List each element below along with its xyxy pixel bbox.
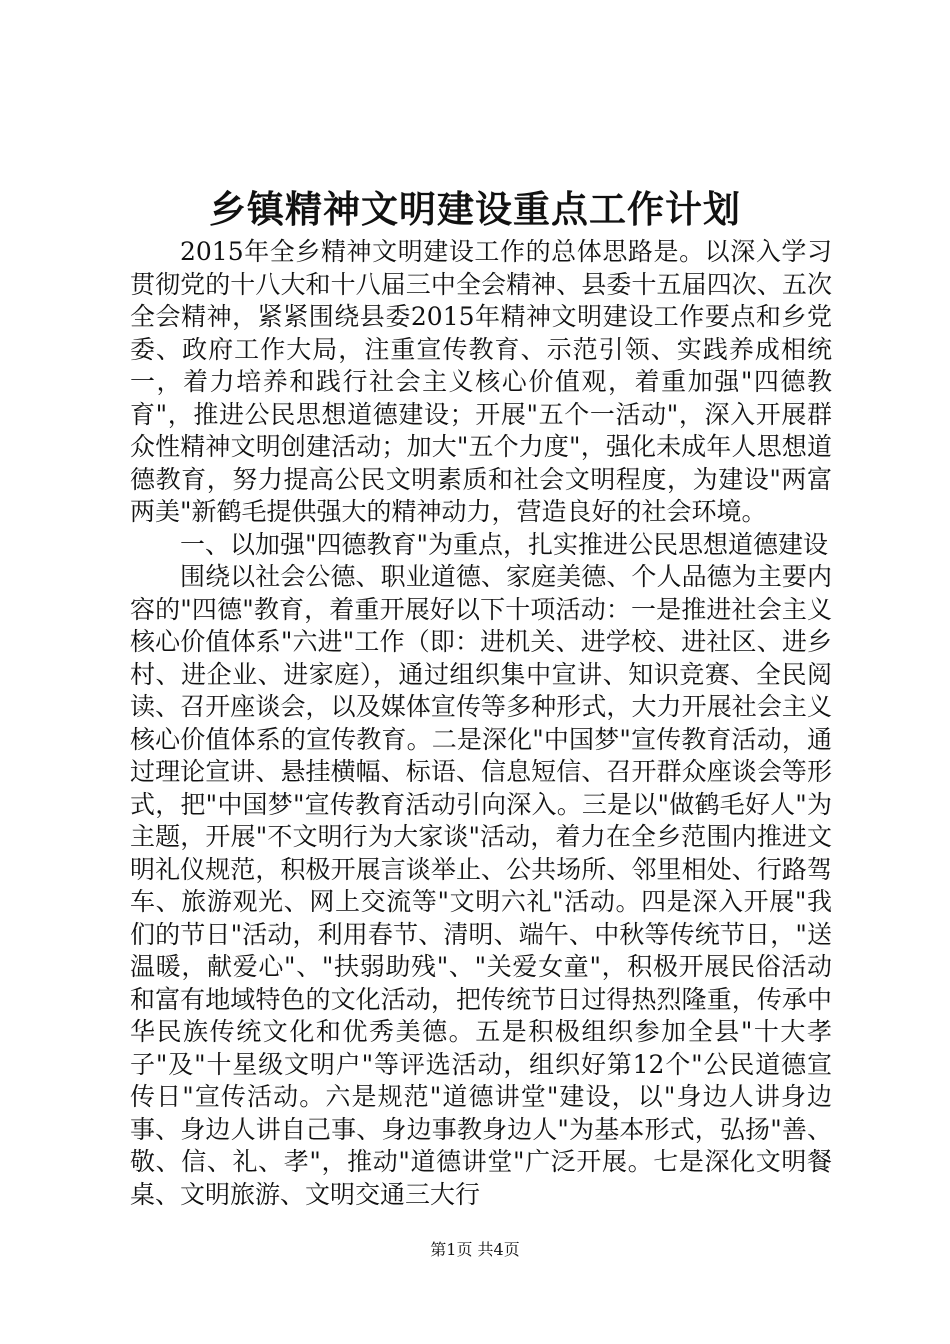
document-body: [130, 236, 832, 1211]
document-title: 乡镇精神文明建设重点工作计划: [209, 187, 741, 231]
paragraph-intro: 2015年全乡精神文明建设工作的总体思路是。以深入学习贯彻党的十八大和十八届三中全会精神、县委十五届四次、五次全会精神，紧紧围绕县委2015年精神文明建设工作要点和乡党委、政府工作大局，注重宣传教育、示范引领、实践养成相统一，着力培养和践行社会主义核心价值观，着重加强"四德教育"，推进公民思想道德建设；开展"五个一活动"，深入开展群众性精神文明创建活动；加大"五个力度"，强化未成年人思想道德教育，努力提高公民文明素质和社会文明程度，为建设"两富两美"新鹤毛提供强大的精神动力，营造良好的社会环境。: [130, 237, 832, 526]
section-heading-one: 一、以加强"四德教育"为重点，扎实推进公民思想道德建设: [180, 529, 829, 559]
paragraph-section-one: 围绕以社会公德、职业道德、家庭美德、个人品德为主要内容的"四德"教育，着重开展好以下十项活动：一是推进社会主义核心价值体系"六进"工作（即：进机关、进学校、进社区、进乡村、进企业、进家庭），通过组织集中宣讲、知识竞赛、全民阅读、召开座谈会，以及媒体宣传等多种形式，大力开展社会主义核心价值体系的宣传教育。二是深化"中国梦"宣传教育活动，通过理论宣讲、悬挂横幅、标语、信息短信、召开群众座谈会等形式，把"中国梦"宣传教育活动引向深入。三是以"做鹤毛好人"为主题，开展"不文明行为大家谈"活动，着力在全乡范围内推进文明礼仪规范，积极开展言谈举止、公共场所、邻里相处、行路驾车、旅游观光、网上交流等"文明六礼"活动。四是深入开展"我们的节日"活动，利用春节、清明、端午、中秋等传统节日，"送温暖，献爱心"、"扶弱助残"、"关爱女童"，积极开展民俗活动和富有地域特色的文化活动，把传统节日过得热烈隆重，传承中华民族传统文化和优秀美德。五是积极组织参加全县"十大孝子"及"十星级文明户"等评选活动，组织好第12个"公民道德宣传日"宣传活动。六是规范"道德讲堂"建设，以"身边人讲身边事、身边人讲自己事、身边事教身边人"为基本形式，弘扬"善、敬、信、礼、孝"，推动"道德讲堂"广泛开展。七是深化文明餐桌、文明旅游、文明交通三大行: [130, 562, 832, 1209]
page-footer: 第1页 共4页: [430, 1240, 520, 1259]
